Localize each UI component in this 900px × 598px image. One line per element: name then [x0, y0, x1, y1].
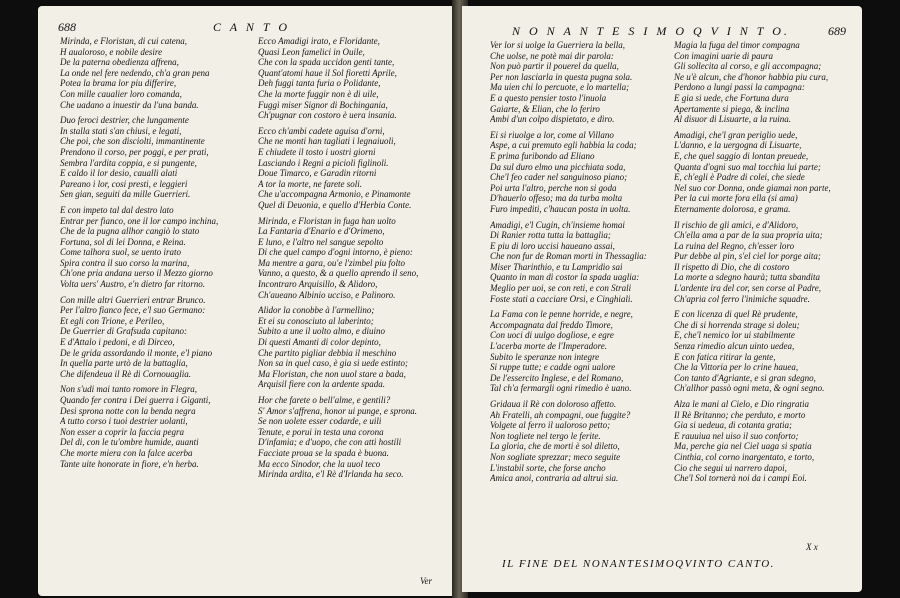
stanza	[490, 40, 672, 125]
catchword: Ver	[420, 576, 432, 586]
stanza	[258, 126, 453, 211]
verse-line: E luno, e l'altro nel sangue sepolto	[258, 236, 384, 247]
verse-line: De l'essercito Inglese, e del Romano,	[490, 372, 624, 383]
verse-line: Mirinda, e Floristan in fuga han uolto	[258, 215, 396, 226]
verse-line: Ch'allhor passò ogni meta, & ogni segno.	[674, 383, 825, 394]
verse-line: Con imagini uarie di paura	[674, 50, 774, 61]
verse-line: Alza le mani al Cielo, e Dio ringratia	[674, 399, 809, 409]
verse-line: Da sul duro elmo una picchiata soda,	[490, 161, 626, 172]
left-page	[38, 6, 458, 596]
verse-line: Incontraro Arquisillo, & Alidoro,	[258, 279, 378, 290]
verse-line: Che di si horrenda strage si doleu;	[674, 319, 800, 330]
verse-line: Ecco Amadigi irato, e Floridante,	[258, 36, 380, 46]
verse-line: E prima furibondo ad Eliano	[490, 150, 595, 161]
verse-line: Subito a une il uolto almo, e diuino	[258, 326, 385, 337]
verse-line: Che la morte fuggir non è di uile,	[258, 88, 379, 99]
canto-finis: IL FINE DEL NONANTESIMOQVINTO CANTO.	[502, 558, 775, 570]
verse-line: Amica anoi, contraria ad altrui sia.	[490, 473, 619, 484]
verse-line: La morte a sdegno haurà; tutta sbandita	[674, 272, 821, 283]
verse-line: Ch'one pria andana uerso il Mezzo giorno	[60, 268, 213, 279]
verse-line: Fortuna, sol di lei Donna, e Reina.	[60, 236, 186, 247]
verse-line: Cinthia, col corno inargentato, e torto,	[674, 451, 815, 462]
right-page	[462, 6, 862, 592]
verse-line: La Fantaria d'Enario e d'Orimeno,	[258, 226, 385, 237]
verse-line: Senza rimedio alcun uinto uedea,	[674, 341, 795, 352]
verse-line: Il rischio de gli amici, e d'Alidoro,	[674, 219, 799, 230]
verse-line: Ma mentre a gara, ou'e l'zimbel piu folto	[258, 257, 406, 268]
verse-line: Che de la pugna allhor cangiò lo stato	[60, 226, 200, 237]
verse-line: E piu di loro uccisi haueano assai,	[490, 240, 615, 251]
verse-line: Ma, perche gia nel Ciel uaga si spatia	[674, 441, 812, 452]
verse-line: Non sogliate sprezzar; meco seguite	[490, 451, 621, 462]
verse-line: Con mille caualier loro comanda,	[60, 88, 182, 99]
verse-line: Ch'pugnar con costoro è uera insania.	[258, 110, 397, 121]
verse-line: De Guerrier di Grafsuda capitano:	[60, 326, 187, 337]
verse-line: Tante uite honorate in fiore, e'n herba.	[60, 458, 199, 469]
verse-line: Miser Tharinthio, e tu Lampridio sai	[490, 261, 623, 272]
verse-line: Di questi Amanti di color depinto,	[258, 337, 381, 348]
verse-line: Ch'aueano Albinio ucciso, e Palinoro.	[258, 289, 396, 300]
verse-line: Del di, con le tu'ombre humide, auanti	[60, 437, 199, 448]
stanza	[490, 309, 672, 394]
verse-line: E a questo pensier tosto l'inuola	[490, 92, 607, 103]
verse-line: Doue Timarco, e Garadin ritorni	[258, 168, 377, 179]
verse-line: Duo feroci destrier, che lungamente	[60, 115, 189, 126]
verse-line: E con licenza di quel Rè prudente,	[674, 309, 798, 320]
left-column-1	[60, 36, 255, 474]
verse-line: Ambi d'un colpo dispietato, e diro.	[490, 114, 615, 125]
stanza	[60, 36, 255, 110]
verse-line: Mirinda ardita, e'l Rè d'Irlanda ha seco.	[258, 469, 404, 480]
verse-line: A tor la morte, ne farete soli.	[258, 178, 362, 189]
verse-line: Desi sprona notte con la benda negra	[60, 405, 196, 416]
verse-line: Con uoci di uulgo dogliose, e egre	[490, 330, 614, 341]
right-column-1	[490, 40, 672, 489]
verse-line: Pareano i lor, cosi presti, e leggieri	[60, 178, 188, 189]
verse-line: Quel di Deuonia, e quello d'Herbia Conte.	[258, 199, 412, 210]
verse-line: Nel suo cor Donna, onde giamai non parte,	[674, 182, 831, 193]
stanza	[674, 220, 856, 305]
stanza	[490, 220, 672, 305]
verse-line: Lasciando i Regni a picioli figlinoli.	[258, 157, 389, 168]
stanza	[674, 40, 856, 125]
verse-line: Amadigi, e'l Cugin, ch'insieme homai	[490, 219, 625, 230]
verse-line: Per la cui morte fora ella (si ama)	[674, 193, 798, 204]
right-page-number: 689	[828, 24, 846, 38]
verse-line: E, che'l nemico lor ui stabilmente	[674, 330, 795, 341]
stanza	[674, 309, 856, 394]
verse-line: Gli sollecita al corso, e gli accompagna;	[674, 61, 822, 72]
verse-line: Ma uien chi lo percuote, e lo martella;	[490, 82, 630, 93]
verse-line: Accompagnata dal freddo Timore,	[490, 319, 613, 330]
verse-line: Entrar per fianco, one il lor campo inchina,	[60, 215, 219, 226]
verse-line: Cio che segui ui narrero dapoi,	[674, 462, 787, 473]
verse-line: Il rispetto di Dio, che di costoro	[674, 261, 790, 272]
verse-line: Tenute, e porui in testa una corona	[258, 426, 384, 437]
verse-line: Con tanto d'Agriante, e si gran sdegno,	[674, 372, 816, 383]
verse-line: E gia si uede, che Fortuna dura	[674, 92, 789, 103]
verse-line: De la paterna obedienza affrena,	[60, 57, 179, 68]
stanza	[258, 305, 453, 390]
verse-line: Non sa in quel caso, è gia si uede estinto;	[258, 358, 408, 369]
verse-line: Et egli con Trione, e Perileo,	[60, 315, 165, 326]
verse-line: L'ardente ira del cor, sen corse al Padre,	[674, 283, 821, 294]
verse-line: Ne u'è alcun, che d'honor habbia piu cura,	[674, 71, 829, 82]
verse-line: Sen gian, seguiti da mille Guerrieri.	[60, 189, 191, 200]
verse-line: Che uadano a inuestir da l'una banda.	[60, 99, 199, 110]
verse-line: Di che quel campo d'ogni intorno, è pieno:	[258, 247, 413, 258]
verse-line: Quant'atomi haue il Sol fioretti Aprile,	[258, 67, 397, 78]
verse-line: Sembra l'ardita coppia, e si pungente,	[60, 157, 197, 168]
verse-line: La ruina del Regno, ch'esser loro	[674, 240, 795, 251]
verse-line: Facciate proua se la spada è buona.	[258, 447, 389, 458]
verse-line: Spira contra il suo corso la marina,	[60, 257, 190, 268]
verse-line: Ch'ella ama a par de la sua propria uita;	[674, 230, 823, 241]
verse-line: Hor che farete o bell'alme, e gentili?	[258, 395, 391, 405]
verse-line: Quando fer contra i Dei guerra i Giganti,	[60, 395, 211, 405]
verse-line: Ei si riuolge a lor, come al Villano	[490, 129, 614, 140]
verse-line: La gloria, che de morti è sol diletto,	[490, 441, 620, 452]
verse-line: E con impeto tal dal destro lato	[60, 204, 174, 215]
verse-line: Con mille altri Guerrieri entrar Brunco.	[60, 294, 206, 305]
verse-line: Alidor la conobbe à l'armellino;	[258, 305, 375, 316]
verse-line: H aualoroso, e nobile desire	[60, 46, 163, 57]
stanza	[490, 130, 672, 215]
verse-line: Che uolse, ne potè mai dir parola:	[490, 50, 614, 61]
verse-line: Quanta d'ogni suo mal tocchia lui parte;	[674, 161, 821, 172]
stanza	[258, 395, 453, 480]
verse-line: Si ruppe tutte; e cadde ogni ualore	[490, 362, 616, 373]
verse-line: Come talhora suol, se uento irato	[60, 247, 181, 258]
verse-line: L'danno, e la uergogna di Lisuarte,	[674, 140, 802, 151]
stanza	[674, 399, 856, 484]
left-column-2	[258, 36, 453, 485]
verse-line: Non s'udi mai tanto romore in Flegra,	[60, 384, 198, 395]
verse-line: Tal ch'a fermargli ogni rimedio è uano.	[490, 383, 632, 394]
stanza	[258, 36, 453, 121]
verse-line: Che'l Sol tornerà noi da i campi Eoi.	[674, 473, 807, 484]
verse-line: Al disuor di Lisuarte, a la ruina.	[674, 114, 792, 125]
verse-line: Eternamente dolorosa, e grama.	[674, 203, 791, 214]
verse-line: Il Rè Britanno; che perduto, e morto	[674, 409, 806, 420]
stanza	[490, 399, 672, 484]
verse-line: Magia la fuga del timor compagna	[674, 40, 800, 50]
verse-line: Non esser a coprir la faccia pegra	[60, 426, 184, 437]
verse-line: Ch'apria col ferro l'inimiche squadre.	[674, 293, 810, 304]
verse-line: D'infamia; e d'uopo, che con atti hostili	[258, 437, 402, 448]
verse-line: Che non fur de Roman morti in Thessaglia:	[490, 251, 647, 262]
verse-line: Volgete al ferro il ualoroso petto;	[490, 420, 611, 431]
verse-line: Mirinda, e Floristan, di cui catena,	[60, 36, 187, 46]
verse-line: E d'Attalo i pedoni, e di Dirceo,	[60, 337, 175, 348]
verse-line: Ah Fratelli, ah compagni, oue fuggite?	[490, 409, 631, 420]
verse-line: Quasi Leon famelici in Ouile,	[258, 46, 365, 57]
verse-line: Che con la spada uccidon genti tante,	[258, 57, 395, 68]
verse-line: Arquisil fiere con la ardente spada.	[258, 379, 385, 390]
verse-line: E, ch'egli è Padre di colei, che siede	[674, 172, 805, 183]
verse-line: E, che quel saggio di lontan preuede,	[674, 150, 809, 161]
stanza	[674, 130, 856, 215]
stanza	[60, 205, 255, 290]
verse-line: Ma ecco Sinodor, che la uuol teco	[258, 458, 381, 469]
stanza	[258, 216, 453, 301]
verse-line: La Fama con le penne horride, e negre,	[490, 309, 633, 320]
verse-line: Quanto in man di costor la spada uaglia:	[490, 272, 640, 283]
verse-line: Che morte miera con la falce acerba	[60, 447, 193, 458]
left-page-number: 688	[58, 20, 76, 34]
verse-line: Che ne monti han tagliati i legnaiuoli,	[258, 136, 396, 147]
verse-line: Non può partir il pouerel da quella,	[490, 61, 619, 72]
verse-line: E chiudete il tosto i uostri giorni	[258, 146, 376, 157]
verse-line: Che'l feo cader nel sanguinoso piano;	[490, 172, 628, 183]
right-running-head: N O N A N T E S I M O Q V I N T O.	[512, 24, 790, 38]
verse-line: Meglio per uoi, se con reti, e con Strali	[490, 283, 632, 294]
verse-line: Fuggi miser Signor di Bochingania,	[258, 99, 388, 110]
stanza	[60, 295, 255, 380]
left-running-head: C A N T O	[213, 20, 291, 34]
verse-line: D'hauerlo offeso; ma da turba molta	[490, 193, 623, 204]
verse-line: E con fatica ritirar la gente,	[674, 351, 776, 362]
verse-line: Ma Floristan, che non uuol stare a bada,	[258, 368, 406, 379]
verse-line: Che u'accompagna Armonio, e Pinamonte	[258, 189, 411, 200]
verse-line: Gia si uedeua, di cotanta gratia;	[674, 420, 792, 431]
verse-line: Gridaua il Rè con doloroso affetto.	[490, 399, 617, 409]
verse-line: Per non lasciarla in questa pugna sola.	[490, 71, 633, 82]
verse-line: Che partito pigliar debbia il meschino	[258, 347, 397, 358]
verse-line: Poi urta l'altro, perche non si goda	[490, 182, 617, 193]
verse-line: In quella parte urtò de la battaglia,	[60, 358, 188, 369]
verse-line: Furo impediti, c'haucan posta in uolta.	[490, 203, 631, 214]
verse-line: Ecco ch'ambi cadete aguisa d'orni,	[258, 125, 385, 136]
verse-line: S' Amor s'affrena, honor ui punge, e sprona.	[258, 405, 418, 416]
verse-line: A tutto corso i tuoi destrier uolanti,	[60, 416, 188, 427]
verse-line: Che difendeua il Rè di Cornouaglia.	[60, 368, 191, 379]
verse-line: Deh fuggi tanta furia o Polidante,	[258, 78, 381, 89]
verse-line: Potea la brama lor piu differire,	[60, 78, 177, 89]
verse-line: Non togliete nel tergo le ferite.	[490, 430, 601, 441]
verse-line: Gaiarte, & Elian, che lo feriro	[490, 103, 600, 114]
verse-line: Aspe, a cui premuto egli habbia la coda;	[490, 140, 637, 151]
stanza	[60, 384, 255, 469]
verse-line: De le grida assordando il monte, e'l piano	[60, 347, 213, 358]
verse-line: Subito le speranze non integre	[490, 351, 600, 362]
verse-line: In stalla stati s'an chiusi, e legati,	[60, 125, 182, 136]
verse-line: Apertamente si piega, & inclina	[674, 103, 790, 114]
verse-line: Amadigi, che'l gran periglio uede,	[674, 129, 798, 140]
verse-line: L'acerba morte de l'Imperadore.	[490, 341, 607, 352]
verse-line: L'instabil sorte, che forse ancho	[490, 462, 606, 473]
verse-line: Volta uers' Austro, e'n dietro far ritorno.	[60, 279, 206, 290]
verse-line: La onde nel fere nedendo, ch'a gran pena	[60, 67, 210, 78]
verse-line: Per l'altro fianco fece, e'l suo Germano:	[60, 305, 206, 316]
signature-mark: X x	[806, 542, 818, 552]
verse-line: Che poi, che son disciolti, immantinente	[60, 136, 205, 147]
verse-line: E rauuiua nel uiso il suo conforto;	[674, 430, 799, 441]
verse-line: Prendono il corso, per poggi, e per prati,	[60, 146, 209, 157]
verse-line: Perdono a lungi passi la campagna:	[674, 82, 805, 93]
verse-line: Se non uolete esser codarde, e uili	[258, 416, 382, 427]
verse-line: Ver lor si uolge la Guerriera la bella,	[490, 40, 625, 50]
right-column-2	[674, 40, 856, 489]
verse-line: Vanno, a questo, & a quello aprendo il seno,	[258, 268, 419, 279]
verse-line: E caldo il lor desio, caualli alati	[60, 168, 178, 179]
verse-line: Che la Vittoria per lo crine hauea,	[674, 362, 799, 373]
verse-line: Et ei su conosciuto al laberinto;	[258, 315, 374, 326]
verse-line: Pur debbe al pin, s'el ciel lor porge aita;	[674, 251, 821, 262]
verse-line: Di Ranier rotta tutta la battaglia;	[490, 230, 611, 241]
verse-line: Foste stati a cacciare Orsi, e Cinghiali.	[490, 293, 633, 304]
stanza	[60, 115, 255, 200]
